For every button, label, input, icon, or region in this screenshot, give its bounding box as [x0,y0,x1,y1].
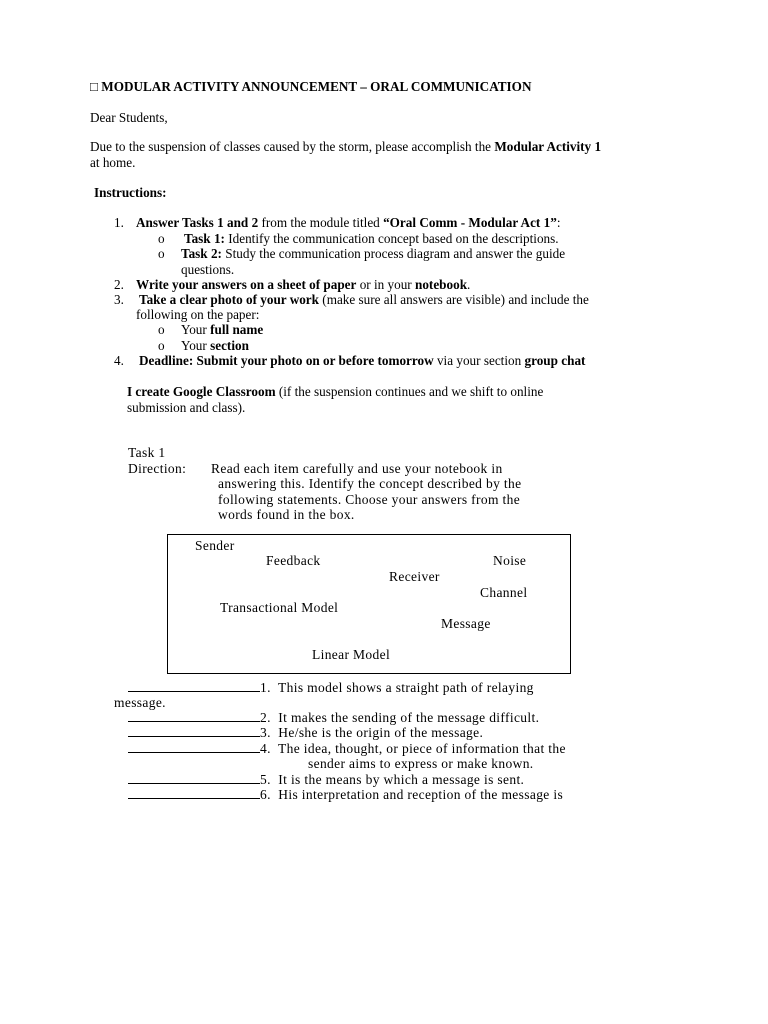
word-sender: Sender [195,538,235,553]
question-1 [128,680,534,696]
word-message: Message [441,616,491,631]
direction-line-4: words found in the box. [218,507,355,522]
intro-text: Due to the suspension of classes caused by the storm, please accomplish the [90,139,495,154]
item-1-text-a: from the module titled [258,215,384,230]
item-2-number: 2. [114,277,124,292]
item-3-number: 3. [114,292,124,307]
item-1 [136,215,560,230]
question-4-line-2: sender aims to express or make known. [308,756,534,771]
item-4-bold-b: group chat [524,353,586,368]
classroom-note-line-2: submission and class). [127,400,246,415]
direction-label: Direction: [128,461,187,476]
task-1-heading: Task 1 [128,445,166,460]
classroom-text: (if the suspension continues and we shift to online [275,384,544,399]
classroom-note [127,384,543,399]
question-5 [128,772,524,788]
question-6-number: 6. [260,787,271,802]
word-feedback: Feedback [266,553,321,568]
item-3 [139,292,589,307]
item-1-sub-2 [181,246,565,261]
word-transactional-model: Transactional Model [220,600,339,615]
greeting: Dear Students, [90,110,168,125]
direction-line-1: Read each item carefully and use your notebook in [211,461,503,476]
item-1-sub-1-bold: Task 1: [184,231,225,246]
direction-line-2: answering this. Identify the concept described by the [218,476,522,491]
instructions-heading: Instructions: [94,185,167,200]
item-4 [139,353,585,368]
item-1-sub-2-bullet: o [158,246,165,261]
item-1-sub-2-bold: Task 2: [181,246,222,261]
question-6 [128,787,563,803]
item-1-text-b: : [556,215,561,230]
item-2 [136,277,470,292]
item-4-text-a: via your section [433,353,525,368]
item-3-sub-2 [181,338,249,353]
question-2-text: It makes the sending of the message difficult. [278,710,540,725]
answer-blank-2[interactable] [128,710,260,722]
question-4-text: The idea, thought, or piece of information that the [278,741,566,756]
item-3-sub-2-bullet: o [158,338,165,353]
question-3 [128,725,483,741]
item-1-sub-1-text: Identify the communication concept based on the descriptions. [224,231,559,246]
question-5-number: 5. [260,772,271,787]
item-3-sub-2-bold: section [210,338,249,353]
item-3-sub-1-bullet: o [158,322,165,337]
question-3-number: 3. [260,725,271,740]
intro-bold: Modular Activity 1 [494,139,602,154]
item-3-text-a: (make sure all answers are visible) and include the [319,292,589,307]
item-1-bold-b: “Oral Comm - Modular Act 1” [383,215,557,230]
item-1-sub-1-bullet: o [158,231,165,246]
item-3-sub-2-text: Your [181,338,211,353]
answer-blank-6[interactable] [128,787,260,799]
item-3-bold-a: Take a clear photo of your work [139,292,319,307]
word-channel: Channel [480,585,528,600]
item-1-number: 1. [114,215,124,230]
item-1-sub-2-line-2: questions. [181,262,235,277]
item-3-sub-1-bold: full name [210,322,264,337]
item-2-bold-a: Write your answers on a sheet of paper [136,277,357,292]
intro-line-1 [90,139,601,154]
item-3-sub-1-text: Your [181,322,211,337]
question-6-text: His interpretation and reception of the message is [278,787,564,802]
answer-blank-4[interactable] [128,741,260,753]
question-1-line-2: message. [114,695,166,710]
word-linear-model: Linear Model [312,647,391,662]
answer-blank-1[interactable] [128,680,260,692]
item-1-sub-2-text: Study the communication process diagram and answer the guide [221,246,566,261]
question-1-text: This model shows a straight path of relaying [278,680,534,695]
item-3-line-2: following on the paper: [136,307,260,322]
item-1-sub-1 [184,231,559,246]
word-noise: Noise [493,553,527,568]
question-4 [128,741,566,757]
question-4-number: 4. [260,741,271,756]
item-2-bold-b: notebook [415,277,468,292]
word-receiver: Receiver [389,569,440,584]
page-title: □ MODULAR ACTIVITY ANNOUNCEMENT – ORAL COMMUNICATION [90,79,532,94]
question-2-number: 2. [260,710,271,725]
direction-line-3: following statements. Choose your answers from the [218,492,521,507]
item-1-bold-a: Answer Tasks 1 and 2 [136,215,259,230]
intro-line-2: at home. [90,155,136,170]
classroom-bold: I create Google Classroom [127,384,276,399]
item-4-bold-a: Deadline: Submit your photo on or before tomorrow [139,353,434,368]
question-5-text: It is the means by which a message is sent. [278,772,525,787]
question-2 [128,710,539,726]
item-3-sub-1 [181,322,263,337]
item-2-text-a: or in your [356,277,415,292]
answer-blank-5[interactable] [128,772,260,784]
item-4-number: 4. [114,353,124,368]
answer-blank-3[interactable] [128,725,260,737]
question-1-number: 1. [260,680,271,695]
question-3-text: He/she is the origin of the message. [278,725,484,740]
item-2-text-b: . [467,277,471,292]
